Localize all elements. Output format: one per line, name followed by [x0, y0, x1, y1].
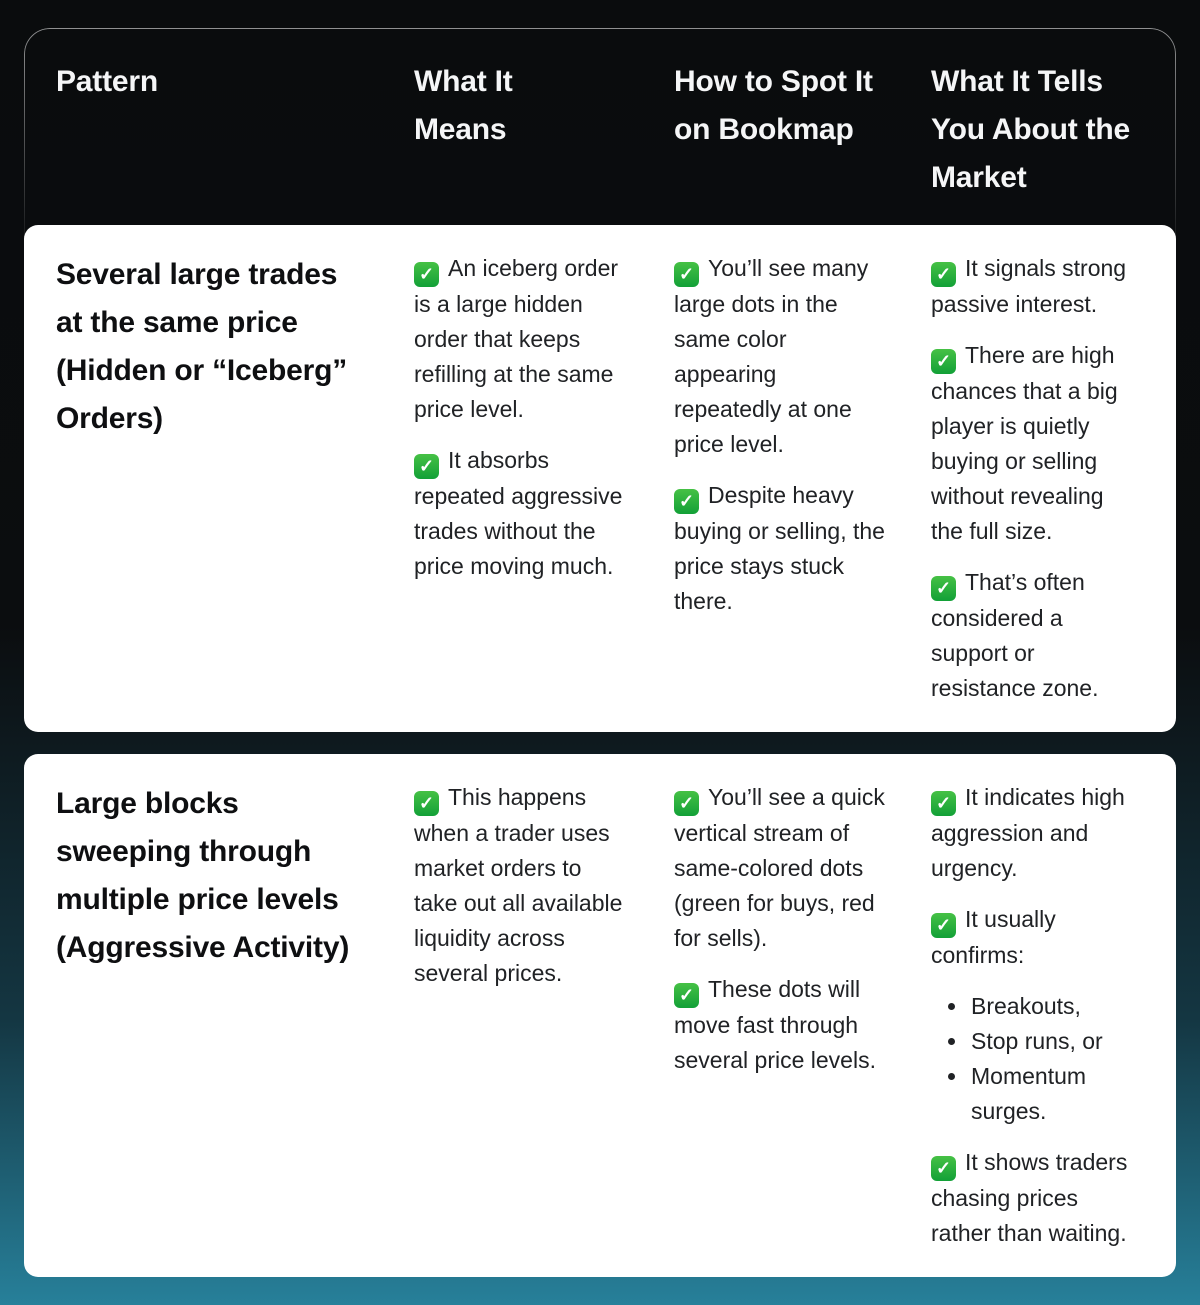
cell-how-to-spot	[674, 251, 931, 706]
list-item: • Breakouts,	[969, 989, 1140, 1024]
checkmark-icon: ✓	[414, 791, 439, 816]
checkmark-icon: ✓	[931, 349, 956, 374]
check-item	[674, 780, 885, 956]
cell-what-it-means	[414, 251, 674, 706]
header-line: Means	[414, 113, 507, 146]
comparison-table	[24, 28, 1176, 1277]
checkmark-icon: ✓	[414, 262, 439, 287]
check-item	[674, 251, 885, 462]
list-item: • Stop runs, or	[969, 1024, 1140, 1059]
check-item	[674, 478, 885, 619]
checkmark-icon: ✓	[674, 983, 699, 1008]
check-item-text: It usually confirms:	[931, 906, 1056, 968]
header-line: What It	[414, 65, 513, 98]
check-item-text: It absorbs repeated aggressive trades without the price moving much.	[414, 447, 623, 579]
check-item-text: That’s often considered a support or resistance zone.	[931, 569, 1099, 701]
checkmark-icon: ✓	[931, 791, 956, 816]
pattern-title: Large blocks sweeping through multiple price levels (Aggressive Activity)	[56, 787, 350, 964]
checkmark-icon: ✓	[674, 262, 699, 287]
table-header	[24, 28, 1176, 225]
check-item-text: It signals strong passive interest.	[931, 255, 1127, 317]
table-row-iceberg-orders	[24, 225, 1176, 732]
check-item-text: It indicates high aggression and urgency.	[931, 784, 1125, 881]
cell-how-to-spot	[674, 780, 931, 1251]
checkmark-icon: ✓	[674, 489, 699, 514]
checkmark-icon: ✓	[931, 1156, 956, 1181]
check-item	[414, 251, 624, 427]
checkmark-icon: ✓	[931, 913, 956, 938]
header-line: What It Tells	[931, 65, 1103, 98]
header-cell-what-it-means	[414, 58, 674, 225]
check-item-text: It shows traders chasing prices rather than waiting.	[931, 1149, 1128, 1246]
check-item	[674, 972, 885, 1078]
cell-what-it-tells	[931, 780, 1176, 1251]
check-item-text: An iceberg order is a large hidden order that keeps refilling at the same price level.	[414, 255, 619, 422]
row-gap	[24, 732, 1176, 754]
header-cell-how-to-spot	[674, 58, 931, 225]
check-item	[414, 780, 624, 991]
check-item-text: These dots will move fast through several price levels.	[674, 976, 876, 1073]
checkmark-icon: ✓	[414, 454, 439, 479]
list-item: • Momentum surges.	[969, 1059, 1140, 1129]
checkmark-icon: ✓	[931, 576, 956, 601]
cell-what-it-tells	[931, 251, 1176, 706]
table-row-aggressive-activity	[24, 754, 1176, 1277]
header-cell-what-it-tells	[931, 58, 1176, 225]
check-item-text: There are high chances that a big player is quietly buying or selling without revealing the full size.	[931, 342, 1118, 544]
check-item	[931, 565, 1140, 706]
confirms-list	[931, 989, 1140, 1129]
header-line: Pattern	[56, 65, 158, 98]
check-item	[931, 902, 1140, 973]
check-item-text: You’ll see a quick vertical stream of same-colored dots (green for buys, red for sells).	[674, 784, 885, 951]
check-item-text: You’ll see many large dots in the same color appearing repeatedly at one price level.	[674, 255, 869, 457]
header-line: How to Spot It	[674, 65, 873, 98]
check-item	[414, 443, 624, 584]
check-item-text: This happens when a trader uses market orders to take out all available liquidity across several prices.	[414, 784, 623, 986]
pattern-title: Several large trades at the same price (Hidden or “Iceberg” Orders)	[56, 258, 348, 435]
header-cell-pattern	[56, 58, 414, 225]
check-item	[931, 780, 1140, 886]
cell-what-it-means	[414, 780, 674, 1251]
checkmark-icon: ✓	[674, 791, 699, 816]
header-line: on Bookmap	[674, 113, 854, 146]
header-line: Market	[931, 161, 1027, 194]
check-item	[931, 1145, 1140, 1251]
check-item-text: Despite heavy buying or selling, the price stays stuck there.	[674, 482, 885, 614]
header-line: You About the	[931, 113, 1131, 146]
check-item	[931, 338, 1140, 549]
check-item	[931, 251, 1140, 322]
checkmark-icon: ✓	[931, 262, 956, 287]
